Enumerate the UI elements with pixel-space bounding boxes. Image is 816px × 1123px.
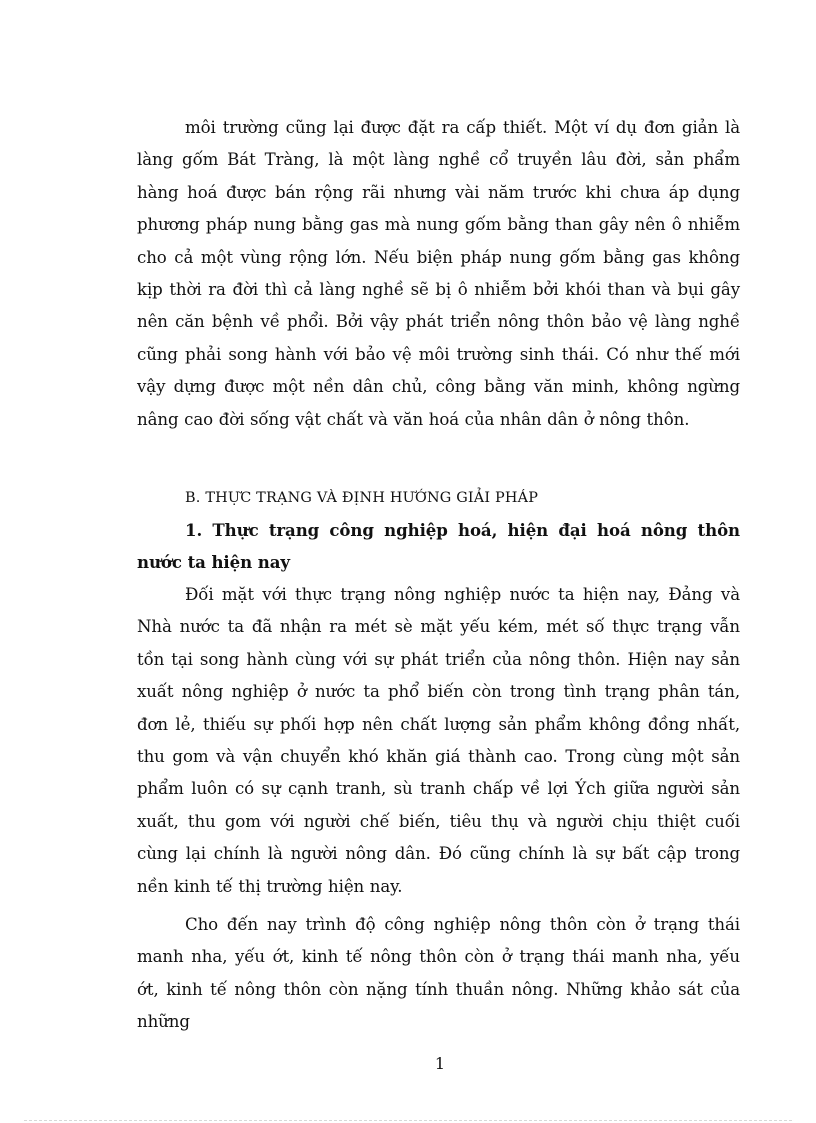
body-paragraph: môi trường cũng lại được đặt ra cấp thiết. Một ví dụ đơn giản là làng gốm Bát Tràng, là một làng nghề cổ truyền lâu đời, sản phẩm hàng hoá được bán rộng rãi nhưng vài năm trước khi chưa áp dụng phương pháp nung bằng gas mà nung gốm bằng than gây nên ô nhiễm cho cả một vùng rộng lớn. Nếu biện pháp nung gốm bằng gas không kịp thời ra đời thì cả làng nghề sẽ bị ô nhiễm bởi khói than và bụi gây nên căn bệnh về phổi. Bởi vậy phát triển nông thôn bảo vệ làng nghề cũng phải song hành với bảo vệ môi trường sinh thái. Có như thế mới vậy dựng được một nền dân chủ, công bằng văn minh, không ngừng nâng cao đời sống vật chất và văn hoá của nhân dân ở nông thôn. (137, 118, 740, 429)
section-heading: B. THỰC TRẠNG VÀ ĐỊNH HƯỚNG GIẢI PHÁP (185, 490, 539, 507)
paragraph-spacer (137, 436, 740, 482)
body-paragraph: Cho đến nay trình độ công nghiệp nông thôn còn ở trạng thái manh nha, yếu ớt, kinh tế nông thôn còn ở trạng thái manh nha, yếu ớt, kinh tế nông thôn còn nặng tính thuần nông. Những khảo sát của những (137, 914, 740, 1032)
subsection-heading: 1. Thực trạng công nghiệp hoá, hiện đại hoá nông thôn nước ta hiện nay (137, 520, 740, 573)
body-paragraph: Đối mặt với thực trạng nông nghiệp nước ta hiện nay, Đảng và Nhà nước ta đã nhận ra mét sè mặt yếu kém, mét số thực trạng vẫn tồn tại song hành cùng với sự phát triển của nông thôn. Hiện nay sản xuất nông nghiệp ở nước ta phổ biến còn trong tình trạng phân tán, đơn lẻ, thiếu sự phối hợp nên chất lượng sản phẩm không đồng nhất, thu gom và vận chuyển khó khăn giá thành cao. Trong cùng một sản phẩm luôn có sự cạnh tranh, sù tranh chấp về lợi Ých giữa người sản xuất, thu gom với người chế biến, tiêu thụ và người chịu thiệt cuối cùng lại chính là người nông dân. Đó cũng chính là sự bất cập trong nền kinh tế thị trường hiện nay. (137, 584, 740, 896)
document-page (137, 112, 740, 1039)
page-number: 1 (434, 1054, 446, 1073)
page-bottom-rule (24, 1120, 792, 1121)
